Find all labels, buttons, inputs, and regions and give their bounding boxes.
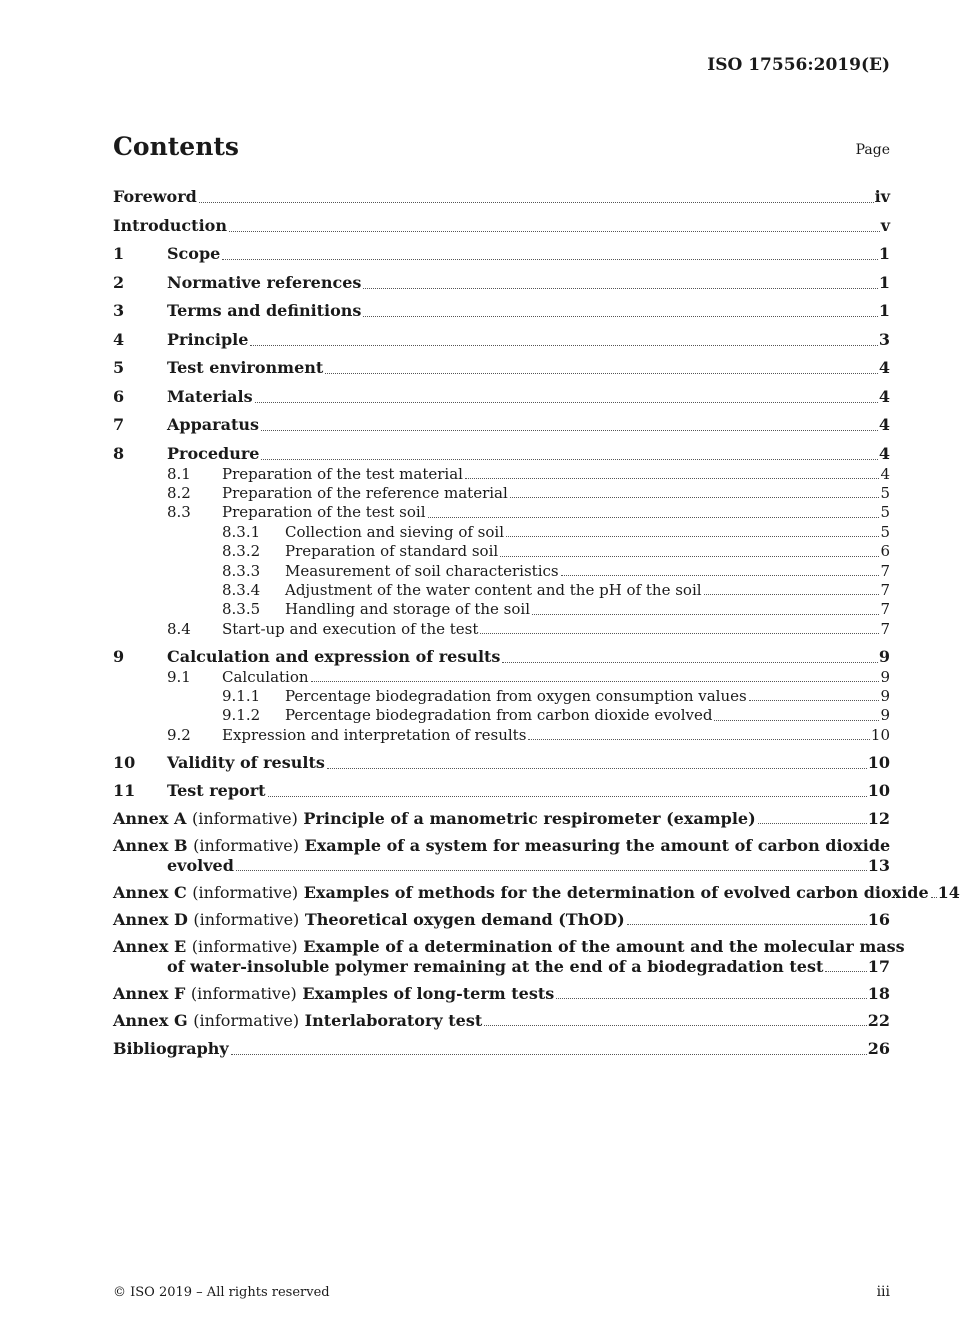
- toc-entry-page: 4: [878, 358, 890, 377]
- toc-entry[interactable]: [113, 386, 890, 408]
- toc-entry-page: 4: [878, 415, 890, 434]
- toc-entry-title: Foreword: [113, 187, 197, 206]
- toc-entry-title: Measurement of soil characteristics: [285, 561, 559, 580]
- dot-leader: [363, 316, 877, 317]
- dot-leader: [222, 259, 878, 260]
- annex-page: 13: [867, 856, 890, 876]
- annex-title-line: [113, 984, 554, 1004]
- dot-leader: [255, 402, 878, 403]
- toc-entry-bibliography[interactable]: [113, 1038, 890, 1060]
- annex-title-line: [113, 1011, 482, 1031]
- annex-entry[interactable]: [113, 883, 960, 903]
- dot-leader: [528, 739, 870, 740]
- dot-leader: [268, 796, 867, 797]
- annex-label: Annex D: [113, 910, 188, 930]
- dot-leader: [502, 662, 877, 663]
- annex-title-line: [113, 883, 929, 903]
- toc-entry-page: 4: [878, 386, 890, 406]
- toc-entry-page: 5: [880, 483, 890, 502]
- dot-leader: [931, 897, 937, 898]
- toc-entry[interactable]: [113, 542, 890, 561]
- toc-entry[interactable]: [113, 443, 890, 465]
- annex-label: Annex A: [113, 809, 187, 829]
- dot-leader: [825, 971, 866, 972]
- toc-entry-number: 9: [113, 646, 125, 666]
- toc-entry-page: 1: [878, 301, 890, 320]
- toc-entry-title: Normative references: [167, 272, 362, 292]
- toc-entry-number: 6: [113, 386, 125, 406]
- toc-entry-number: 8.1: [167, 464, 191, 483]
- toc-entry-number: 3: [113, 301, 125, 320]
- toc-entry-page: 7: [880, 561, 890, 580]
- toc-entry-title: Start-up and execution of the test: [222, 619, 479, 638]
- dot-leader: [199, 202, 874, 203]
- dot-leader: [704, 594, 880, 595]
- toc-entry-title: Percentage biodegradation from carbon dioxide evolved: [285, 706, 713, 725]
- toc-entry-number: 8.3.3: [222, 561, 261, 580]
- toc-entry-number: 8.3.4: [222, 580, 261, 599]
- annex-type: (informative): [191, 809, 298, 829]
- toc-entry-page: 4: [880, 464, 890, 483]
- toc-entry[interactable]: [113, 581, 890, 600]
- annex-title-cont: evolved: [167, 856, 234, 876]
- dot-leader: [480, 633, 879, 634]
- annex-title: Example of a system for measuring the amount of carbon dioxide: [304, 836, 891, 856]
- toc-entry-page: 10: [867, 781, 890, 801]
- toc-entry-title: Procedure: [167, 443, 260, 463]
- dot-leader: [261, 459, 877, 460]
- annex-page: 18: [867, 984, 890, 1004]
- toc-entry-page: 9: [878, 646, 890, 666]
- annex-title: Example of a determination of the amount and the molecular mass: [303, 937, 905, 957]
- toc-entry-title: Preparation of standard soil: [285, 542, 499, 561]
- toc-entry-title: Preparation of the reference material: [222, 483, 508, 502]
- dot-leader: [428, 517, 880, 518]
- annex-title-line: [113, 910, 625, 930]
- toc-entry-number: 2: [113, 272, 125, 292]
- dot-leader: [311, 681, 880, 682]
- annex-entry[interactable]: [113, 836, 890, 876]
- dot-leader: [749, 700, 880, 701]
- toc-entry-number: 8.3.1: [222, 522, 261, 541]
- annex-title-cont: of water-insoluble polymer remaining at the end of a biodegradation test: [167, 957, 824, 977]
- toc-entry[interactable]: [113, 300, 890, 322]
- annex-title-line: [113, 836, 890, 856]
- dot-leader: [532, 614, 879, 615]
- dot-leader: [484, 1025, 867, 1026]
- dot-leader: [250, 345, 877, 346]
- toc-entry[interactable]: [113, 215, 890, 237]
- toc-entry-number: 10: [113, 752, 136, 772]
- toc-entry[interactable]: [113, 484, 890, 503]
- dot-leader: [561, 575, 880, 576]
- toc-entry-number: 11: [113, 781, 136, 801]
- toc-entry-page: 3: [878, 329, 890, 349]
- annex-title: Principle of a manometric respirometer (example): [303, 809, 756, 829]
- annex-type: (informative): [193, 910, 300, 930]
- toc-entry-number: 9.1.2: [222, 706, 261, 725]
- toc-entry[interactable]: [113, 687, 890, 706]
- toc-entry-page: iv: [874, 187, 890, 206]
- annex-entry[interactable]: [113, 984, 890, 1004]
- table-of-contents: [113, 186, 960, 1060]
- annex-entry[interactable]: [113, 1011, 890, 1031]
- toc-entry-title: Collection and sieving of soil: [285, 522, 504, 541]
- toc-entry-page: 10: [870, 725, 890, 744]
- toc-entry[interactable]: [113, 562, 890, 581]
- dot-leader: [758, 823, 867, 824]
- page-title: Contents: [113, 132, 240, 161]
- toc-entry[interactable]: [113, 780, 890, 802]
- toc-entry-title: Validity of results: [167, 752, 325, 772]
- toc-entry-number: 9.1: [167, 667, 191, 686]
- dot-leader: [325, 373, 878, 374]
- toc-entry-title: Test report: [167, 781, 266, 801]
- annex-type: (informative): [192, 883, 299, 903]
- toc-entry-page: v: [880, 215, 890, 235]
- annex-page: 22: [867, 1011, 890, 1031]
- dot-leader: [506, 536, 879, 537]
- toc-entry-page: 7: [880, 619, 890, 638]
- annex-type: (informative): [191, 937, 298, 957]
- toc-entry-title: Introduction: [113, 215, 227, 235]
- toc-entry[interactable]: [113, 523, 890, 542]
- dot-leader: [627, 924, 867, 925]
- page-column-label: Page: [855, 142, 890, 158]
- toc-entry-number: 4: [113, 329, 125, 349]
- toc-entry-page: 7: [880, 580, 890, 599]
- annex-entry[interactable]: [113, 809, 890, 829]
- annex-title: Interlaboratory test: [304, 1011, 483, 1031]
- copyright-notice: © ISO 2019 – All rights reserved: [113, 1285, 330, 1300]
- toc-entry[interactable]: [113, 600, 890, 619]
- annex-title-continuation: [113, 856, 890, 876]
- annex-title: Examples of long-term tests: [302, 984, 555, 1004]
- annex-page: 12: [867, 809, 890, 829]
- toc-entry[interactable]: [113, 414, 890, 436]
- annex-label: Annex G: [113, 1011, 188, 1031]
- dot-leader: [556, 998, 867, 999]
- toc-entry-page: 6: [880, 542, 890, 561]
- document-id: ISO 17556:2019(E): [707, 55, 890, 75]
- toc-entry-page: 9: [880, 706, 890, 725]
- annex-page: 16: [867, 910, 890, 930]
- toc-entry[interactable]: [113, 503, 890, 522]
- toc-entry-title: Percentage biodegradation from oxygen consumption values: [285, 687, 747, 706]
- toc-entry-title: Apparatus: [167, 415, 259, 434]
- toc-entry-number: 8.3: [167, 503, 191, 522]
- annex-page: 17: [867, 957, 890, 977]
- annex-title-continuation: [113, 957, 890, 977]
- toc-entry-title: Handling and storage of the soil: [285, 600, 531, 619]
- dot-leader: [714, 720, 879, 721]
- toc-entry[interactable]: [113, 752, 890, 774]
- toc-entry-page: 5: [880, 503, 890, 522]
- toc-entry-page: 9: [880, 687, 890, 706]
- annex-label: Annex F: [113, 984, 186, 1004]
- toc-entry[interactable]: [113, 620, 890, 639]
- toc-entry-title: Principle: [167, 329, 249, 349]
- toc-entry-title: Terms and definitions: [167, 301, 362, 320]
- annex-type: (informative): [193, 836, 299, 856]
- dot-leader: [363, 288, 877, 289]
- dot-leader: [510, 497, 880, 498]
- toc-entry-number: 5: [113, 358, 125, 377]
- toc-entry-number: 1: [113, 244, 125, 263]
- dot-leader: [229, 231, 880, 232]
- annex-title: Examples of methods for the determination of evolved carbon dioxide: [303, 883, 929, 903]
- toc-entry[interactable]: [113, 329, 890, 351]
- toc-entry-page: 7: [880, 600, 890, 619]
- toc-entry-number: 8.3.5: [222, 600, 261, 619]
- toc-entry-title: Bibliography: [113, 1038, 229, 1058]
- toc-entry-page: 1: [878, 272, 890, 292]
- annex-label: Annex B: [113, 836, 188, 856]
- toc-entry-title: Expression and interpretation of results: [222, 725, 527, 744]
- toc-entry[interactable]: [113, 357, 890, 379]
- toc-entry-title: Preparation of the test soil: [222, 503, 426, 522]
- toc-entry-number: 8: [113, 443, 125, 463]
- dot-leader: [465, 478, 880, 479]
- annex-title-line: [113, 937, 905, 957]
- toc-entry[interactable]: [113, 726, 890, 745]
- annex-label: Annex E: [113, 937, 187, 957]
- toc-entry-page: 9: [880, 667, 890, 686]
- dot-leader: [231, 1054, 867, 1055]
- dot-leader: [500, 556, 879, 557]
- toc-entry-title: Calculation and expression of results: [167, 646, 501, 666]
- dot-leader: [236, 870, 867, 871]
- toc-entry[interactable]: [113, 186, 890, 208]
- toc-entry-page: 1: [878, 244, 890, 263]
- toc-entry-number: 7: [113, 415, 125, 434]
- annex-page: 14: [937, 883, 960, 903]
- toc-entry-page: 10: [867, 752, 890, 772]
- annex-title-line: [113, 809, 756, 829]
- toc-entry-number: 9.2: [167, 725, 191, 744]
- toc-entry[interactable]: [113, 465, 890, 484]
- toc-entry[interactable]: [113, 272, 890, 294]
- page-number: iii: [876, 1284, 890, 1300]
- toc-entry[interactable]: [113, 668, 890, 687]
- annex-type: (informative): [193, 1011, 300, 1031]
- toc-entry-number: 9.1.1: [222, 687, 261, 706]
- toc-entry-page: 5: [880, 522, 890, 541]
- annex-type: (informative): [190, 984, 297, 1004]
- toc-entry[interactable]: [113, 243, 890, 265]
- toc-entry-title: Adjustment of the water content and the pH of the soil: [285, 580, 702, 599]
- toc-entry-title: Test environment: [167, 358, 324, 377]
- toc-entry-title: Calculation: [222, 667, 309, 686]
- toc-entry[interactable]: [113, 706, 890, 725]
- toc-entry-page: 26: [867, 1038, 890, 1058]
- annex-title: Theoretical oxygen demand (ThOD): [304, 910, 625, 930]
- toc-entry-title: Scope: [167, 244, 221, 263]
- toc-entry-number: 8.3.2: [222, 542, 261, 561]
- toc-entry-number: 8.2: [167, 483, 191, 502]
- toc-entry-page: 4: [878, 443, 890, 463]
- annex-label: Annex C: [113, 883, 187, 903]
- toc-entry-title: Materials: [167, 386, 253, 406]
- toc-entry-title: Preparation of the test material: [222, 464, 463, 483]
- dot-leader: [327, 768, 867, 769]
- annex-entry[interactable]: [113, 910, 890, 930]
- toc-entry[interactable]: [113, 646, 890, 668]
- dot-leader: [261, 430, 878, 431]
- toc-entry-number: 8.4: [167, 619, 191, 638]
- annex-entry[interactable]: [113, 937, 905, 977]
